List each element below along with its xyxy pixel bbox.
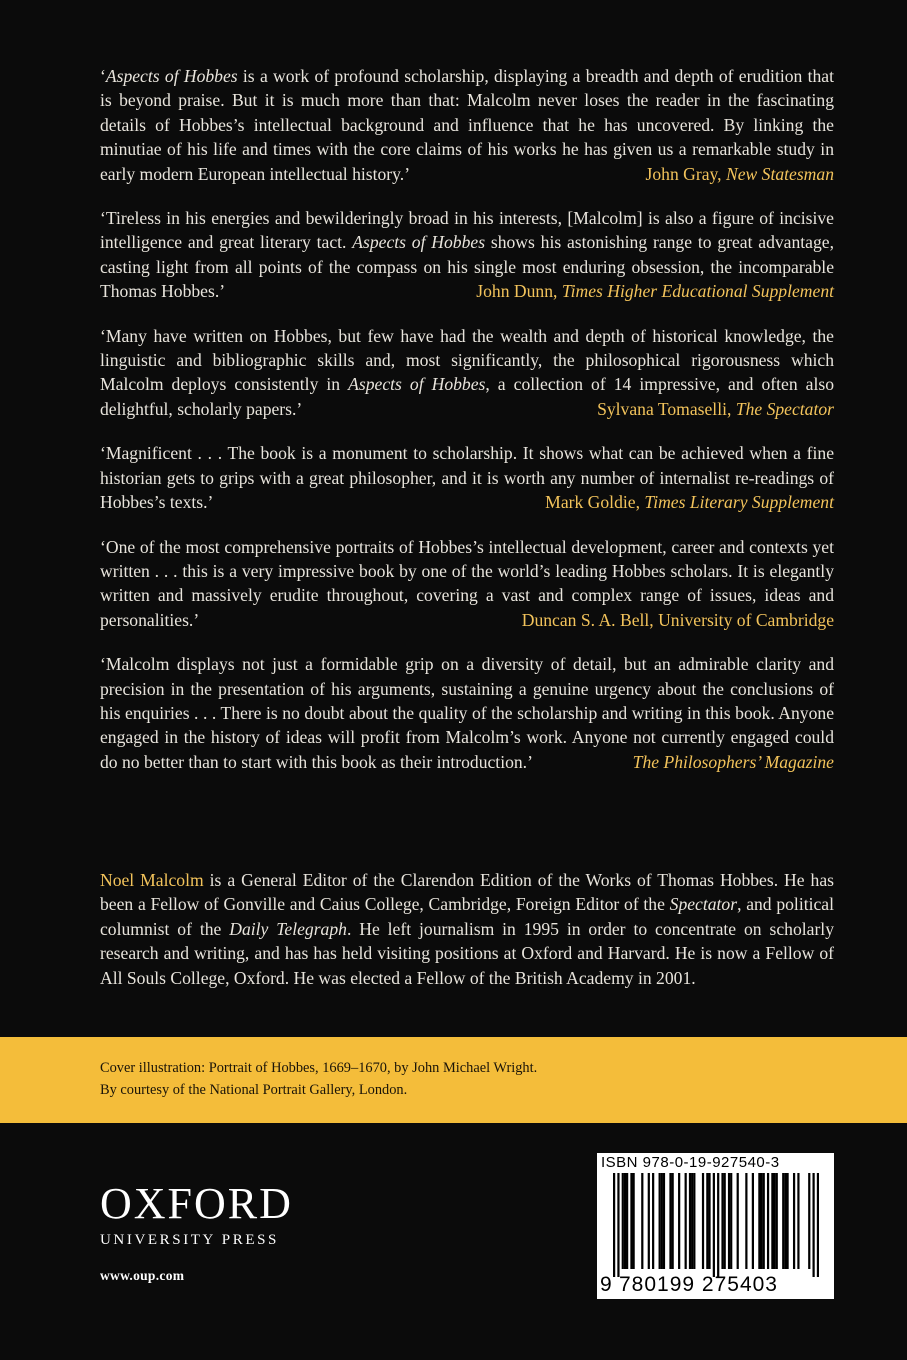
author-bio-text: is a General Editor of the Clarendon Edition of the Works of Thomas Hobbes. He has been a Fellow of Gonville and Caius College, Cambridge, Foreign Editor of the Spectator, and political columnist of the Daily Telegraph. He left journalism in 1995 in order to concentrate on scholarly research and writing, and has has held visiting positions at Oxford and Harvard. He is now a Fellow of All Souls College, Oxford. He was elected a Fellow of the British Academy in 2001. <box>100 870 834 988</box>
review-quote <box>100 64 834 186</box>
barcode-digits-rest: 780199 275403 <box>619 1273 778 1296</box>
barcode-bar <box>786 1173 788 1269</box>
barcode-bar <box>767 1173 769 1269</box>
barcode-bar <box>617 1173 619 1277</box>
barcode-bar <box>622 1173 624 1269</box>
barcode-bar <box>633 1173 635 1269</box>
barcode-bar <box>797 1173 799 1269</box>
review-attribution: Sylvana Tomaselli, The Spectator <box>597 398 834 419</box>
review-quote-text: ‘Magnificent . . . The book is a monument to scholarship. It shows what can be achieved when a fine historian gets to grips with a great philosopher, and it is worth any number of internalist re-readings of Hobbes’s texts.’ <box>100 443 834 513</box>
review-quote <box>100 206 834 304</box>
barcode-bar <box>708 1173 710 1269</box>
barcode-bar <box>784 1173 786 1269</box>
barcode-bar <box>763 1173 765 1269</box>
isbn-label: ISBN 978-0-19-927540-3 <box>601 1154 780 1171</box>
barcode-bar <box>641 1173 643 1269</box>
barcode-bar <box>773 1173 775 1269</box>
review-attribution: John Dunn, Times Higher Educational Supplement <box>476 281 834 302</box>
barcode-digit-first: 9 <box>600 1273 613 1296</box>
barcode-bar <box>808 1173 810 1269</box>
barcode-bar <box>630 1173 632 1269</box>
publisher-url[interactable]: www.oup.com <box>100 1268 185 1283</box>
isbn-barcode <box>597 1153 834 1299</box>
barcode-bar <box>678 1173 680 1269</box>
barcode-bar <box>758 1173 760 1269</box>
barcode-bar <box>760 1173 762 1269</box>
barcode-bar <box>706 1173 708 1269</box>
barcode-bar <box>737 1173 739 1269</box>
publisher-logo <box>100 1180 293 1250</box>
quotes-section <box>100 64 834 794</box>
barcode-bar <box>782 1173 784 1269</box>
barcode-bar <box>626 1173 628 1269</box>
barcode-bars <box>613 1173 819 1277</box>
review-attribution: Mark Goldie, Times Literary Supplement <box>545 492 834 513</box>
barcode-bar <box>717 1173 719 1277</box>
review-quote-text: ‘One of the most comprehensive portraits of Hobbes’s intellectual development, career and contexts yet written . . . this is a very impressive book by one of the world’s leading Hobbes scholars. It is elegantly written and massively erudite throughout, covering a vast and complex range of issues, ideas and personalities.’ <box>100 536 834 630</box>
cover-credit-line-2: By courtesy of the National Portrait Gallery, London. <box>100 1082 408 1098</box>
barcode-bar <box>728 1173 730 1269</box>
publisher-sub: UNIVERSITY PRESS <box>100 1232 279 1248</box>
barcode-bar <box>663 1173 665 1269</box>
barcode-bar <box>652 1173 654 1269</box>
barcode-bar <box>661 1173 663 1269</box>
barcode-bar <box>702 1173 704 1269</box>
barcode-bar <box>713 1173 715 1277</box>
barcode-bar <box>613 1173 615 1277</box>
barcode-bar <box>669 1173 671 1269</box>
barcode-bar <box>648 1173 650 1269</box>
review-attribution: John Gray, New Statesman <box>645 163 834 184</box>
barcode-bar <box>672 1173 674 1269</box>
review-quote-text: ‘Tireless in his energies and bewilderingly broad in his interests, [Malcolm] is also a figure of incisive intelligence and great literary tact. Aspects of Hobbes shows his astonishing range to great advantage, casting light from all points of the compass on his single most enduring obsession, the incomparable Thomas Hobbes.’ <box>100 208 834 302</box>
barcode-bar <box>771 1173 773 1269</box>
cover-credit-line-1: Cover illustration: Portrait of Hobbes, 1669–1670, by John Michael Wright. <box>100 1060 538 1076</box>
review-quote-text: ‘Many have written on Hobbes, but few have had the wealth and depth of historical knowledge, the linguistic and bibliographic skills and, most significantly, the philosophical rigorousness which Malcolm deploys consistently in Aspects of Hobbes, a collection of 14 impressive, and often also delightful, scholarly papers.’ <box>100 325 834 419</box>
barcode-bar <box>730 1173 732 1269</box>
review-quote <box>100 535 834 633</box>
review-attribution: The Philosophers’ Magazine <box>632 751 834 772</box>
review-quote <box>100 441 834 514</box>
barcode-bar <box>724 1173 726 1269</box>
author-bio <box>100 868 834 990</box>
barcode-bar <box>693 1173 695 1269</box>
review-quote <box>100 652 834 774</box>
barcode-bar <box>624 1173 626 1269</box>
barcode-bar <box>776 1173 778 1269</box>
barcode-bar <box>691 1173 693 1269</box>
review-quote <box>100 324 834 422</box>
barcode-bar <box>689 1173 691 1269</box>
author-name: Noel Malcolm <box>100 870 204 890</box>
barcode-bar <box>752 1173 754 1269</box>
barcode-bar <box>812 1173 814 1277</box>
publisher-name: OXFORD <box>100 1179 293 1228</box>
barcode-bar <box>659 1173 661 1269</box>
barcode-bar <box>793 1173 795 1269</box>
cover-credit <box>100 1057 537 1101</box>
barcode-bar <box>745 1173 747 1269</box>
review-attribution: Duncan S. A. Bell, University of Cambridge <box>521 609 834 630</box>
review-quote-text: ‘Aspects of Hobbes is a work of profound scholarship, displaying a breadth and depth of erudition that is beyond praise. But it is much more than that: Malcolm never loses the reader in the fascinating details of Hobbes’s intellectual background and influence that he has uncovered. By linking the minutiae of his life and times with the core claims of his works he has given us a remarkable study in early modern European intellectual history.’ <box>100 66 834 184</box>
barcode-bar <box>817 1173 819 1277</box>
cover-credit-band <box>0 1037 907 1123</box>
barcode-bar <box>685 1173 687 1269</box>
barcode-bar <box>721 1173 723 1269</box>
review-quote-text: ‘Malcolm displays not just a formidable grip on a diversity of detail, but an admirable clarity and precision in the presentation of his arguments, sustaining a genuine urgency about the conclusions of his enquiries . . . There is no doubt about the quality of the scholarship and writing in this book. Anyone engaged in the history of ideas will profit from Malcolm’s work. Anyone not currently engaged could do no better than to start with this book as their introduction.’ <box>100 654 834 772</box>
